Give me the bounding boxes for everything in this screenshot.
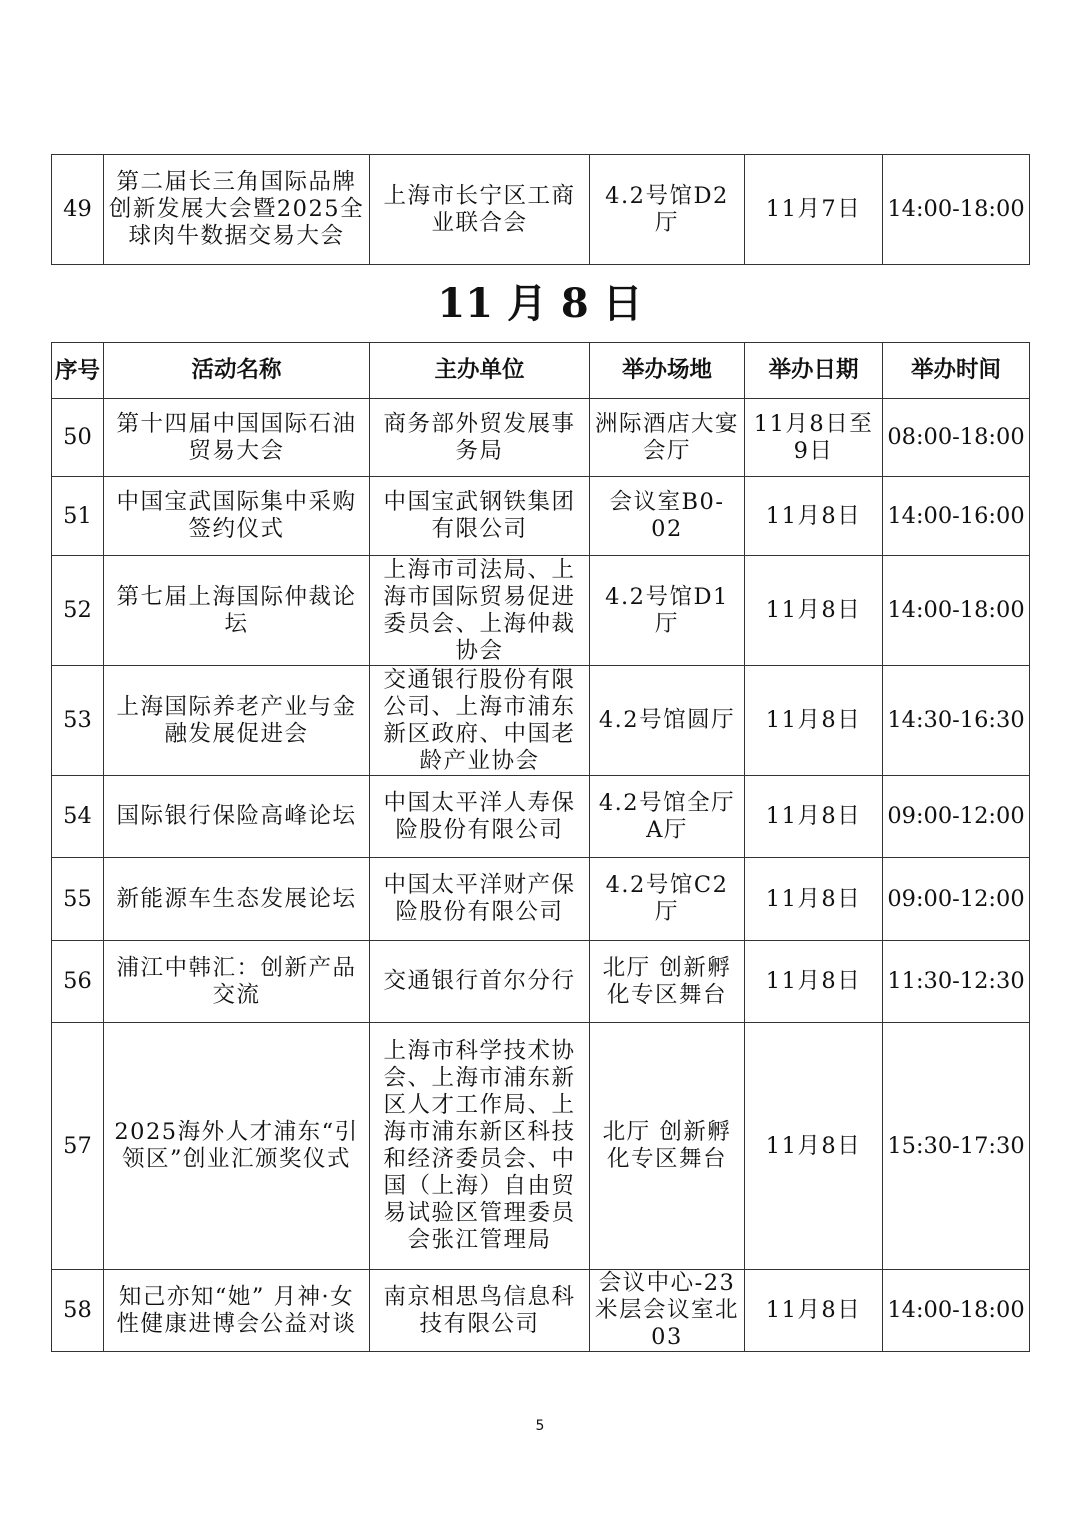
table-row: [52, 858, 1030, 941]
prev-day-table: [51, 154, 1030, 265]
cell-organizer: 中国宝武钢铁集团有限公司: [370, 477, 590, 556]
cell-time: 09:00-12:00: [883, 858, 1030, 941]
table-row: [52, 155, 1030, 265]
cell-organizer: 上海市长宁区工商业联合会: [370, 155, 590, 265]
cell-venue: 北厅 创新孵化专区舞台: [590, 941, 745, 1023]
header-date: 举办日期: [745, 343, 883, 399]
cell-date: 11月8日: [745, 477, 883, 556]
cell-no: 57: [52, 1023, 104, 1270]
cell-date: 11月8日: [745, 1270, 883, 1352]
cell-venue: 4.2号馆圆厅: [590, 666, 745, 776]
cell-venue: 北厅 创新孵化专区舞台: [590, 1023, 745, 1270]
cell-name: 新能源车生态发展论坛: [104, 858, 370, 941]
table-row: [52, 477, 1030, 556]
table-row: [52, 941, 1030, 1023]
cell-date: 11月8日: [745, 1023, 883, 1270]
cell-time: 11:30-12:30: [883, 941, 1030, 1023]
cell-date: 11月8日至9日: [745, 399, 883, 477]
header-time: 举办时间: [883, 343, 1030, 399]
cell-date: 11月8日: [745, 556, 883, 666]
cell-name: 第十四届中国国际石油贸易大会: [104, 399, 370, 477]
cell-time: 15:30-17:30: [883, 1023, 1030, 1270]
cell-time: 08:00-18:00: [883, 399, 1030, 477]
table-row: [52, 1270, 1030, 1352]
cell-date: 11月8日: [745, 776, 883, 858]
header-row: [52, 343, 1030, 399]
cell-name: 第七届上海国际仲裁论坛: [104, 556, 370, 666]
table-row: [52, 399, 1030, 477]
cell-date: 11月7日: [745, 155, 883, 265]
table-row: [52, 556, 1030, 666]
cell-no: 50: [52, 399, 104, 477]
cell-venue: 会议室B0-02: [590, 477, 745, 556]
header-name: 活动名称: [104, 343, 370, 399]
cell-no: 54: [52, 776, 104, 858]
cell-name: 中国宝武国际集中采购签约仪式: [104, 477, 370, 556]
cell-time: 14:00-16:00: [883, 477, 1030, 556]
cell-time: 09:00-12:00: [883, 776, 1030, 858]
cell-date: 11月8日: [745, 858, 883, 941]
cell-date: 11月8日: [745, 941, 883, 1023]
cell-venue: 会议中心-23米层会议室北03: [590, 1270, 745, 1352]
schedule-table: [51, 342, 1030, 1352]
header-organizer: 主办单位: [370, 343, 590, 399]
cell-no: 49: [52, 155, 104, 265]
cell-organizer: 南京相思鸟信息科技有限公司: [370, 1270, 590, 1352]
cell-no: 56: [52, 941, 104, 1023]
schedule-table-body: [52, 399, 1030, 1352]
prev-day-table-body: [52, 155, 1030, 265]
cell-organizer: 上海市科学技术协会、上海市浦东新区人才工作局、上海市浦东新区科技和经济委员会、中国（上海）自由贸易试验区管理委员会张江管理局: [370, 1023, 590, 1270]
cell-date: 11月8日: [745, 666, 883, 776]
cell-name: 国际银行保险高峰论坛: [104, 776, 370, 858]
cell-no: 51: [52, 477, 104, 556]
cell-name: 上海国际养老产业与金融发展促进会: [104, 666, 370, 776]
cell-name: 知己亦知“她” 月神·女性健康进博会公益对谈: [104, 1270, 370, 1352]
header-no: 序号: [52, 343, 104, 399]
cell-time: 14:30-16:30: [883, 666, 1030, 776]
cell-venue: 4.2号馆D1厅: [590, 556, 745, 666]
section-date-title: 11 月 8 日: [437, 280, 643, 327]
table-row: [52, 1023, 1030, 1270]
cell-time: 14:00-18:00: [883, 556, 1030, 666]
cell-venue: 4.2号馆D2厅: [590, 155, 745, 265]
cell-time: 14:00-18:00: [883, 155, 1030, 265]
cell-no: 52: [52, 556, 104, 666]
cell-organizer: 中国太平洋人寿保险股份有限公司: [370, 776, 590, 858]
cell-organizer: 中国太平洋财产保险股份有限公司: [370, 858, 590, 941]
cell-venue: 4.2号馆C2厅: [590, 858, 745, 941]
cell-name: 第二届长三角国际品牌创新发展大会暨2025全球肉牛数据交易大会: [104, 155, 370, 265]
table-row: [52, 776, 1030, 858]
cell-name: 2025海外人才浦东“引领区”创业汇颁奖仪式: [104, 1023, 370, 1270]
cell-time: 14:00-18:00: [883, 1270, 1030, 1352]
cell-organizer: 上海市司法局、上海市国际贸易促进委员会、上海仲裁协会: [370, 556, 590, 666]
cell-no: 58: [52, 1270, 104, 1352]
cell-organizer: 交通银行股份有限公司、上海市浦东新区政府、中国老龄产业协会: [370, 666, 590, 776]
cell-name: 浦江中韩汇：创新产品交流: [104, 941, 370, 1023]
cell-organizer: 交通银行首尔分行: [370, 941, 590, 1023]
cell-organizer: 商务部外贸发展事务局: [370, 399, 590, 477]
table-row: [52, 666, 1030, 776]
cell-no: 55: [52, 858, 104, 941]
cell-venue: 4.2号馆全厅 A厅: [590, 776, 745, 858]
header-venue: 举办场地: [590, 343, 745, 399]
page-number: 5: [535, 1418, 545, 1434]
cell-venue: 洲际酒店大宴会厅: [590, 399, 745, 477]
cell-no: 53: [52, 666, 104, 776]
